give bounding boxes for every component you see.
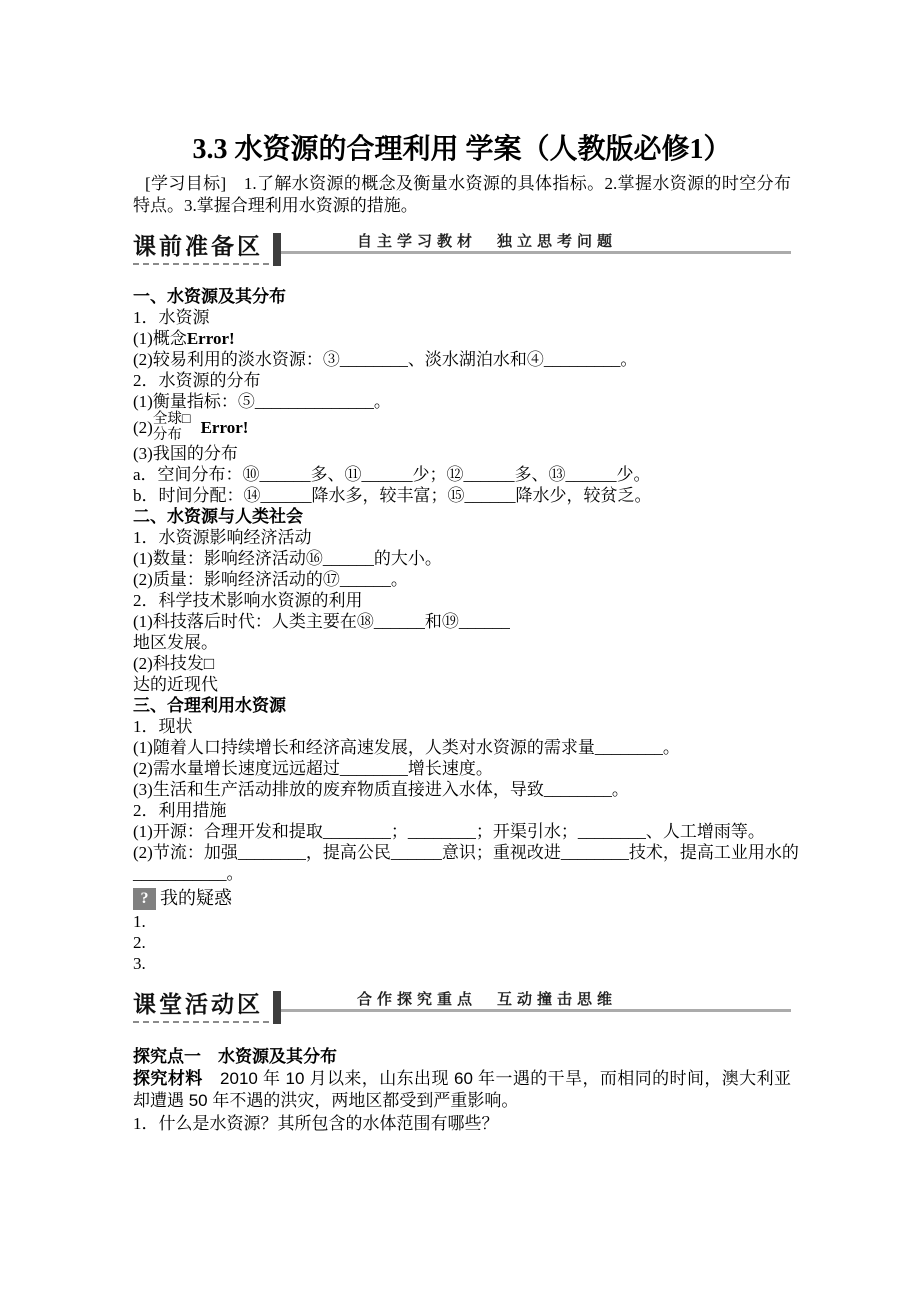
stacked-text <box>153 412 191 443</box>
line-prefix: (2) <box>133 418 153 437</box>
doc-line: (1)开源：合理开发和提取________；________；开渠引水；________、人工增雨等。 <box>133 822 765 841</box>
inquiry-point-1-heading: 探究点一 水资源及其分布 <box>133 1047 337 1066</box>
doc-line: ___________。 <box>133 864 244 883</box>
field-error-text: Error! <box>186 329 235 348</box>
prep-content <box>133 286 799 974</box>
my-doubts-label: 我的疑惑 <box>160 888 232 908</box>
stacked-bottom: 分布 <box>152 426 182 443</box>
inquiry-question-1: 1．什么是水资源？其所包含的水体范围有哪些？ <box>133 1114 499 1133</box>
doc-line: a．空间分布：⑩______多、⑪______少；⑫______多、⑬______少。 <box>133 465 651 484</box>
doubt-item-3: 3. <box>133 954 146 973</box>
inquiry-material-label: 探究材料 <box>133 1069 203 1088</box>
doc-line: (3)生活和生产活动排放的废弃物质直接进入水体，导致________。 <box>133 780 629 799</box>
learning-objectives: [学习目标] 1.了解水资源的概念及衡量水资源的具体指标。2.掌握水资源的时空分布特点。3.掌握合理利用水资源的措施。 <box>133 174 791 215</box>
doc-line: (1)衡量指标：⑤______________。 <box>133 392 391 411</box>
banner-vertical-bar <box>273 991 281 1024</box>
section-banner-activity <box>133 991 791 1027</box>
doc-line: (1)科技落后时代：人类主要在⑱______和⑲______ <box>133 612 510 631</box>
doubt-item-2: 2. <box>133 933 146 952</box>
doc-line: (1)随着人口持续增长和经济高速发展，人类对水资源的需求量________。 <box>133 738 680 757</box>
doc-line: 1．现状 <box>133 717 193 736</box>
page-title: 3.3 水资源的合理利用 学案（人教版必修1） <box>192 134 732 165</box>
doc-line: (2)需水量增长速度远远超过________增长速度。 <box>133 759 493 778</box>
line-text: (1)概念 <box>133 329 187 348</box>
doc-line: (2)科技发□ <box>133 654 215 673</box>
doc-line: (1)数量：影响经济活动⑯______的大小。 <box>133 549 442 568</box>
banner-title: 课堂活动区 <box>133 991 263 1017</box>
doc-line: (2)质量：影响经济活动的⑰______。 <box>133 570 408 589</box>
doc-line: (3)我国的分布 <box>133 444 238 463</box>
section-heading-1: 一、水资源及其分布 <box>133 287 286 306</box>
banner-right-area <box>281 233 791 269</box>
doc-line: b．时间分配：⑭______降水多，较丰富；⑮______降水少，较贫乏。 <box>133 486 652 505</box>
doc-line: 1．水资源影响经济活动 <box>133 528 312 547</box>
banner-right-area <box>281 991 791 1027</box>
doc-line: 2．科学技术影响水资源的利用 <box>133 591 363 610</box>
section-heading-3: 三、合理利用水资源 <box>133 696 286 715</box>
doc-line: 达的近现代 <box>133 675 218 694</box>
section-banner-prep <box>133 233 791 269</box>
doc-line: (2)节流：加强________，提高公民______意识；重视改进________技术，提高工业用水的 <box>133 843 799 862</box>
banner-divider-line <box>281 251 791 254</box>
stacked-top: 全球□ <box>152 411 191 427</box>
my-doubts-header <box>133 886 791 911</box>
inquiry-material-paragraph <box>133 1068 791 1112</box>
activity-content <box>133 1046 791 1135</box>
banner-vertical-bar <box>273 233 281 266</box>
banner-divider-line <box>281 1009 791 1012</box>
doubt-item-1: 1. <box>133 912 146 931</box>
doc-line: 2．利用措施 <box>133 801 227 820</box>
doc-line: 1．水资源 <box>133 308 210 327</box>
doc-line: 地区发展。 <box>133 633 218 652</box>
doc-line-concept <box>133 328 791 349</box>
banner-tagline: 合作探究重点 互动撞击思维 <box>357 991 618 1008</box>
banner-title-box <box>133 991 269 1023</box>
question-mark-icon: ? <box>133 888 156 910</box>
banner-title-box <box>133 233 269 265</box>
field-error-text: Error! <box>200 418 249 437</box>
banner-title: 课前准备区 <box>133 233 263 259</box>
doc-line: 2．水资源的分布 <box>133 371 261 390</box>
banner-tagline: 自主学习教材 独立思考问题 <box>357 233 618 250</box>
doc-line-global-distribution <box>133 412 791 443</box>
inquiry-material-text: 2010 年 10 月以来，山东出现 60 年一遇的干旱，而相同的时间，澳大利亚却遭遇 50 年不遇的洪灾，两地区都受到严重影响。 <box>133 1069 791 1110</box>
section-heading-2: 二、水资源与人类社会 <box>133 507 303 526</box>
doc-line: (2)较易利用的淡水资源：③________、淡水湖泊水和④_________。 <box>133 350 638 369</box>
